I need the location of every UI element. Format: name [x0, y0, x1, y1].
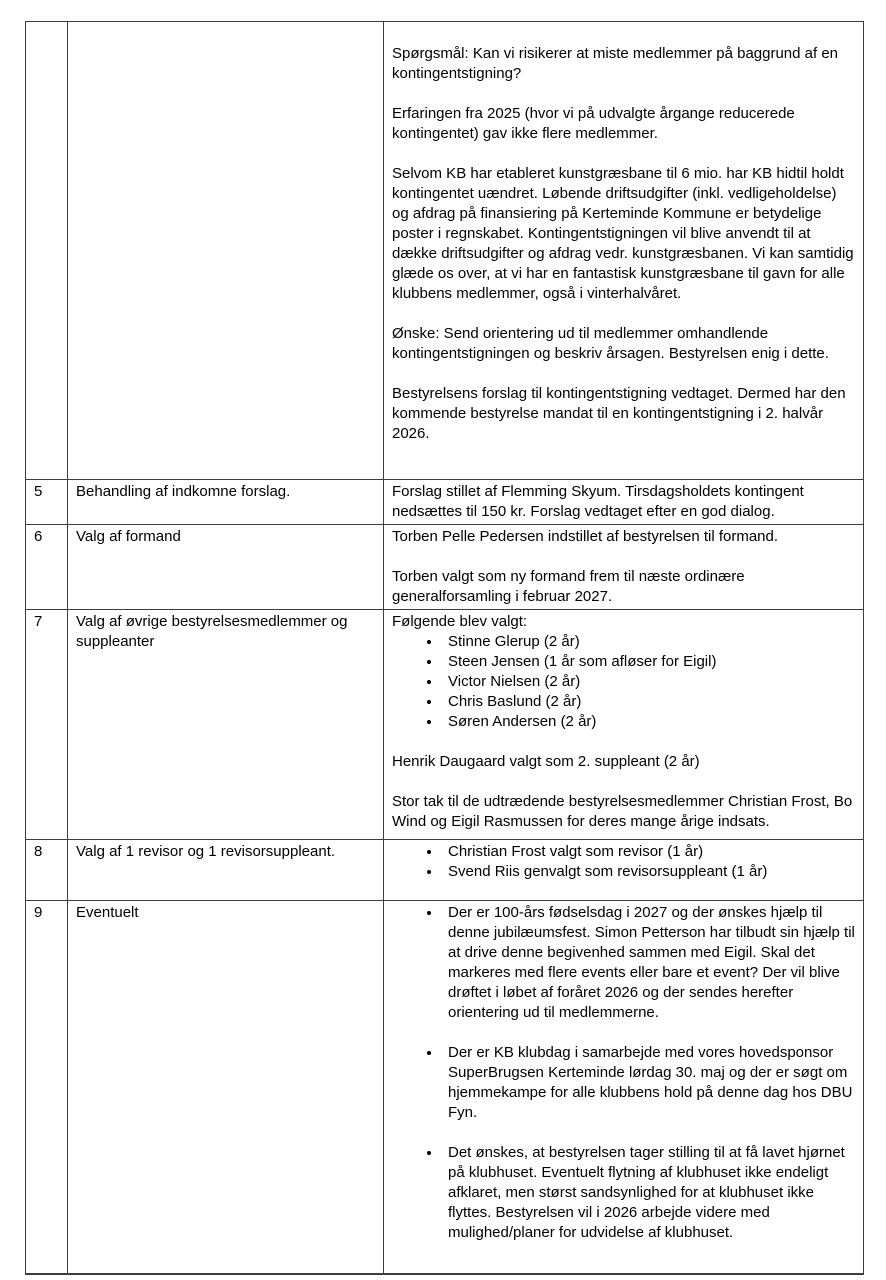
- row-number-cell: 5: [26, 480, 68, 525]
- details-paragraph: Forslag stillet af Flemming Skyum. Tirsdagsholdets kontingent nedsættes til 150 kr. Forslag vedtaget efter en god dialog.: [392, 483, 804, 520]
- details-bullet-item: • Christian Frost valgt som revisor (1 år): [442, 842, 855, 862]
- details-bullet-item: • Søren Andersen (2 år): [442, 712, 855, 732]
- details-paragraph: Stor tak til de udtrædende bestyrelsesmedlemmer Christian Frost, Bo Wind og Eigil Rasmussen for deres mange årige indsats.: [392, 793, 853, 830]
- details-cell: [384, 480, 864, 525]
- row-number-cell: 8: [26, 840, 68, 901]
- details-paragraph: Erfaringen fra 2025 (hvor vi på udvalgte årgange reducerede kontingentet) gav ikke flere medlemmer.: [392, 105, 795, 142]
- details-cell: [384, 840, 864, 901]
- details-paragraph: Selvom KB har etableret kunstgræsbane til 6 mio. har KB hidtil holdt kontingentet uændret. Løbende driftsudgifter (inkl. vedligeholdelse) og afdrag på finansiering på Kerteminde Kommune er betydelige poster i regnskabet. Kontingentstigningen vil blive anvendt til at dække driftsudgifter og afdrag vedr. kunstgræsbanen. Vi kan samtidig glæde os over, at vi har en fantastisk kunstgræsbane til gavn for alle klubbens medlemmer, også i vinterhalvåret.: [392, 165, 854, 302]
- details-bullet-item: • Stinne Glerup (2 år): [442, 632, 855, 652]
- row-number-cell: [26, 22, 68, 480]
- agenda-item-cell: Behandling af indkomne forslag.: [68, 480, 384, 525]
- details-cell: [384, 22, 864, 480]
- table-row-7: [26, 610, 864, 840]
- table-row-5: [26, 480, 864, 525]
- details-paragraph: Torben Pelle Pedersen indstillet af bestyrelsen til formand.: [392, 528, 779, 545]
- details-bullet-item: • Det ønskes, at bestyrelsen tager stilling til at få lavet hjørnet på klubhuset. Eventuelt flytning af klubhuset ikke endeligt afklaret, men størst sandsynlighed for at klubhuset ikke flyttes. Bestyrelsen vil i 2026 arbejde videre med mulighed/planer for udvidelse af klubhuset.: [442, 1143, 855, 1243]
- misc-topics-list: [392, 903, 855, 1243]
- agenda-item-cell: Valg af formand: [68, 525, 384, 610]
- elected-members-list: [392, 632, 855, 732]
- minutes-table: [25, 21, 864, 1275]
- details-cell: [384, 610, 864, 840]
- agenda-item-cell: Eventuelt: [68, 901, 384, 1275]
- details-bullet-item: • Steen Jensen (1 år som afløser for Eigil): [442, 652, 855, 672]
- details-bullet-item: • Svend Riis genvalgt som revisorsuppleant (1 år): [442, 862, 855, 882]
- row-number-cell: 9: [26, 901, 68, 1275]
- row-number-cell: 7: [26, 610, 68, 840]
- details-paragraph: Henrik Daugaard valgt som 2. suppleant (2 år): [392, 753, 700, 770]
- revisor-list: [392, 842, 855, 882]
- agenda-item-cell: Valg af 1 revisor og 1 revisorsuppleant.: [68, 840, 384, 901]
- details-bullet-item: • Der er KB klubdag i samarbejde med vores hovedsponsor SuperBrugsen Kerteminde lørdag 30. maj og der er søgt om hjemmekampe for alle klubbens hold på denne dag hos DBU Fyn.: [442, 1043, 855, 1123]
- agenda-item-cell: Valg af øvrige bestyrelsesmedlemmer og suppleanter: [68, 610, 384, 840]
- details-intro: Følgende blev valgt:: [392, 613, 528, 630]
- table-row-6: [26, 525, 864, 610]
- table-row-9: [26, 901, 864, 1275]
- details-bullet-item: • Victor Nielsen (2 år): [442, 672, 855, 692]
- details-paragraph: Spørgsmål: Kan vi risikerer at miste medlemmer på baggrund af en kontingentstigning?: [392, 45, 839, 82]
- details-paragraph: Bestyrelsens forslag til kontingentstigning vedtaget. Dermed har den kommende bestyrelse mandat til en kontingentstigning i 2. halvår 2026.: [392, 385, 846, 442]
- details-cell: [384, 901, 864, 1275]
- table-row-continuation: [26, 22, 864, 480]
- agenda-item-cell: [68, 22, 384, 480]
- details-paragraph: Torben valgt som ny formand frem til næste ordinære generalforsamling i februar 2027.: [392, 568, 745, 605]
- row-number-cell: 6: [26, 525, 68, 610]
- table-row-8: [26, 840, 864, 901]
- details-paragraph: Ønske: Send orientering ud til medlemmer omhandlende kontingentstigningen og beskriv årsagen. Bestyrelsen enig i dette.: [392, 325, 829, 362]
- details-bullet-item: • Der er 100-års fødselsdag i 2027 og der ønskes hjælp til denne jubilæumsfest. Simon Petterson har tilbudt sin hjælp til at drive denne begivenhed sammen med Eigil. Skal det markeres med flere events eller bare et event? Der vil blive drøftet i løbet af foråret 2026 og der sendes herefter orientering ud til medlemmerne.: [442, 903, 855, 1023]
- details-cell: [384, 525, 864, 610]
- details-bullet-item: • Chris Baslund (2 år): [442, 692, 855, 712]
